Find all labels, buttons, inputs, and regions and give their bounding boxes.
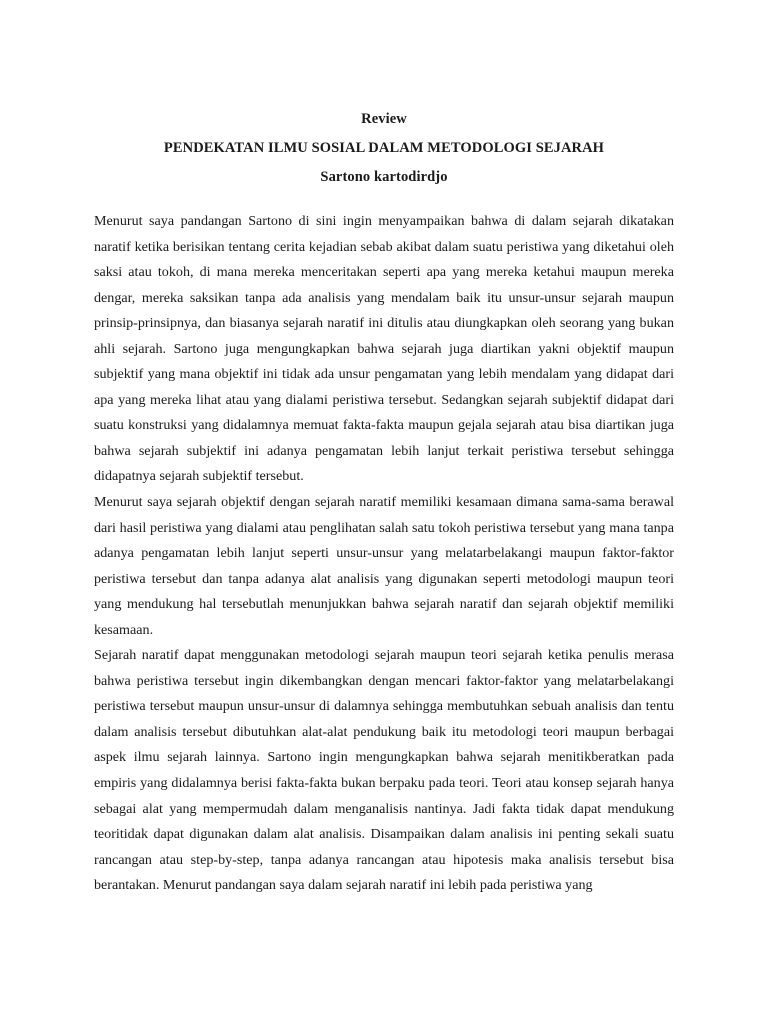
paragraph-2: Menurut saya sejarah objektif dengan sejarah naratif memiliki kesamaan dimana sama-sama berawal dari hasil peristiwa yang dialami atau penglihatan salah satu tokoh peristiwa tersebut yang mana tanpa adanya pengamatan lebih lanjut seperti unsur-unsur yang melatarbelakangi maupun faktor-faktor peristiwa tersebut dan tanpa adanya alat analisis yang digunakan seperti metodologi maupun teori yang mendukung hal tersebutlah menunjukkan bahwa sejarah naratif dan sejarah objektif memiliki kesamaan. <box>94 494 674 638</box>
paragraph-1: Menurut saya pandangan Sartono di sini ingin menyampaikan bahwa di dalam sejarah dikatakan naratif ketika berisikan tentang cerita kejadian sebab akibat dalam suatu peristiwa yang diketahui oleh saksi atau tokoh, di mana mereka menceritakan seperti apa yang mereka ketahui maupun mereka dengar, mereka saksikan tanpa ada analisis yang mendalam baik itu unsur-unsur sejarah maupun prinsip-prinsipnya, dan biasanya sejarah naratif ini ditulis atau diungkapkan oleh seorang yang bukan ahli sejarah. Sartono juga mengungkapkan bahwa sejarah juga diartikan yakni objektif maupun subjektif yang mana objektif ini tidak ada unsur pengamatan yang lebih mendalam yang didapat dari apa yang mereka lihat atau yang dialami peristiwa tersebut. Sedangkan sejarah subjektif didapat dari suatu konstruksi yang didalamnya memuat fakta-fakta maupun gejala sejarah atau bisa diartikan juga bahwa sejarah subjektif ini adanya pengamatan lebih lanjut terkait peristiwa tersebut sehingga didapatnya sejarah subjektif tersebut. <box>94 213 674 485</box>
document-header <box>94 110 674 197</box>
paragraph-3: Sejarah naratif dapat menggunakan metodologi sejarah maupun teori sejarah ketika penulis merasa bahwa peristiwa tersebut ingin dikembangkan dengan mencari faktor-faktor yang melatarbelakangi peristiwa tersebut maupun unsur-unsur di dalamnya sehingga membutuhkan sebuah analisis dan tentu dalam analisis tersebut dibutuhkan alat-alat pendukung baik itu metodologi teori maupun berbagai aspek ilmu sejarah lainnya. Sartono ingin mengungkapkan bahwa sejarah menitikberatkan pada empiris yang didalamnya berisi fakta-fakta bukan berpaku pada teori. Teori atau konsep sejarah hanya sebagai alat yang mempermudah dalam menganalisis nantinya. Jadi fakta tidak dapat mendukung teoritidak dapat digunakan dalam alat analisis. Disampaikan dalam analisis ini penting sekali suatu rancangan atau step-by-step, tanpa adanya rancangan atau hipotesis maka analisis tersebut bisa berantakan. Menurut pandangan saya dalam sejarah naratif ini lebih pada peristiwa yang <box>94 647 674 894</box>
review-label: Review <box>361 111 407 127</box>
document-title: PENDEKATAN ILMU SOSIAL DALAM METODOLOGI SEJARAH <box>163 140 605 156</box>
document-body <box>94 209 674 899</box>
document-author: Sartono kartodirdjo <box>320 169 448 185</box>
